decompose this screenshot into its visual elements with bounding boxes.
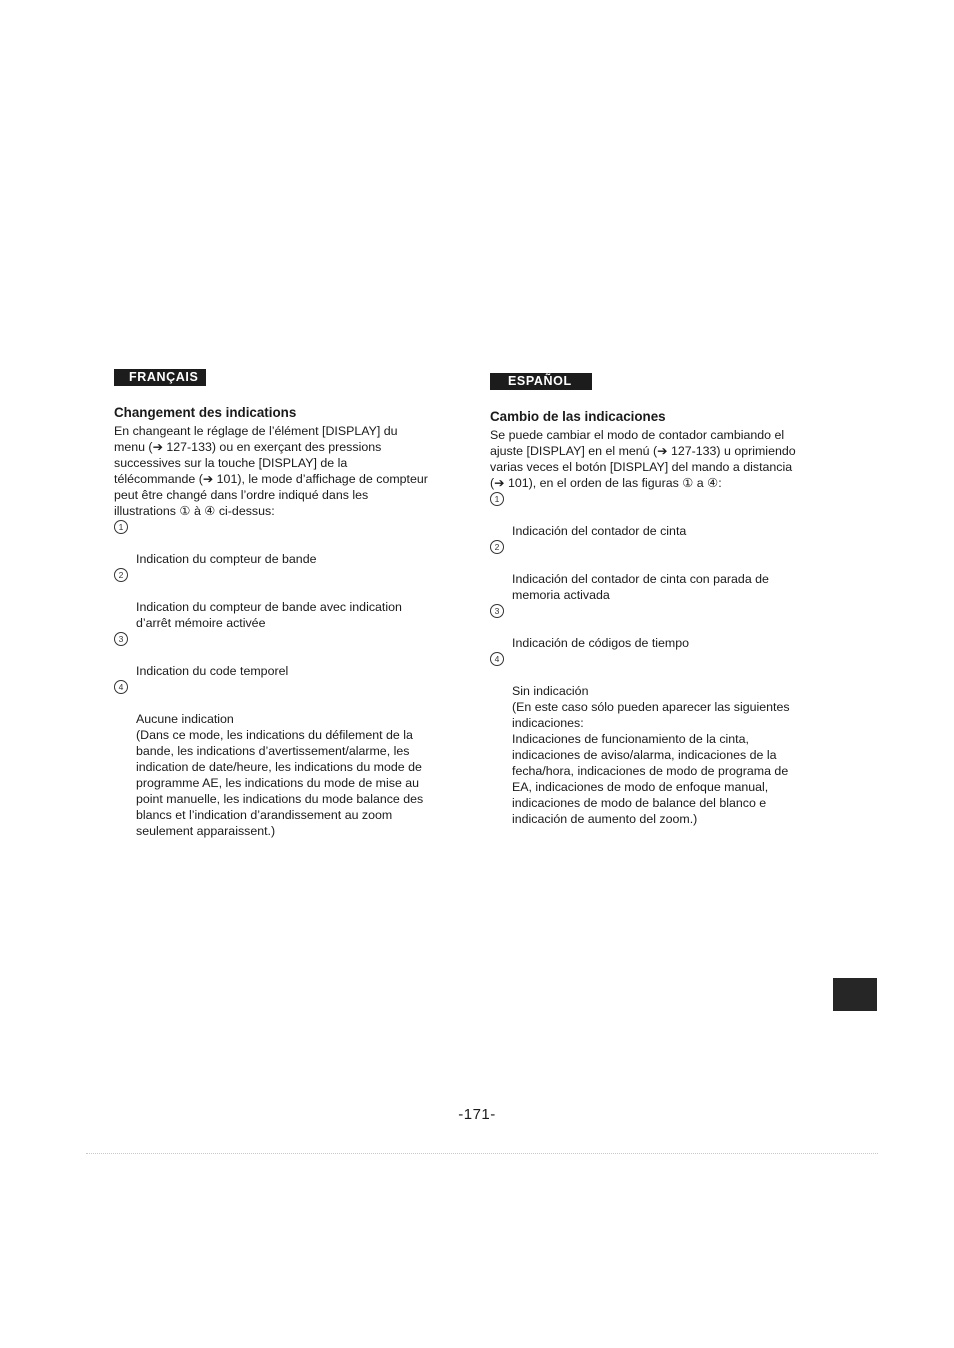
circled-number-icon: 3: [490, 604, 504, 618]
list-item-text: Indication du compteur de bande avec indication d’arrêt mémoire activée: [136, 600, 402, 630]
indication-list-spanish: [490, 491, 830, 827]
list-item-text: Indicación del contador de cinta: [512, 524, 687, 538]
list-item-text: Aucune indication (Dans ce mode, les indications du défilement de la bande, les indications d’avertissement/alarme, les indication de date/heure, les indications du mode de programme AE, les indications du mode de mise au point manuelle, les indications du mode balance des blancs et l’indication d’arandissement au zoom seulement apparaissent.): [136, 712, 424, 838]
list-item-text: Sin indicación (En este caso sólo pueden aparecer las siguientes indicaciones: Indicaciones de funcionamiento de la cinta, indicaciones de aviso/alarma, indicaciones de la fecha/hora, indicaciones de modo de programa de EA, indicaciones de modo de enfoque manual, indicaciones de modo de balance del blanco e indicación de aumento del zoom.): [512, 684, 790, 826]
circled-number-icon: 1: [114, 520, 128, 534]
circled-number-icon: 2: [114, 568, 128, 582]
page-number: -171-: [458, 1106, 496, 1123]
section-heading-spanish: Cambio de las indicaciones: [490, 409, 666, 424]
list-item: [114, 567, 454, 631]
circled-number-icon: 1: [490, 492, 504, 506]
circled-number-icon: 4: [490, 652, 504, 666]
intro-paragraph-spanish: Se puede cambiar el modo de contador cambiando el ajuste [DISPLAY] en el menú (➔ 127-133) u oprimiendo varias veces el botón [DISPLAY] del mando a distancia (➔ 101), en el orden de las figuras ① a ④:: [490, 428, 796, 490]
list-item: [114, 519, 454, 567]
circled-number-icon: 3: [114, 632, 128, 646]
footer-divider: [86, 1153, 878, 1154]
language-badge-french: FRANÇAIS: [114, 369, 206, 386]
list-item: [114, 631, 454, 679]
list-item-text: Indication du code temporel: [136, 664, 289, 678]
spanish-section: [490, 373, 830, 827]
list-item: [490, 539, 830, 603]
intro-paragraph-french: En changeant le réglage de l’élément [DISPLAY] du menu (➔ 127-133) ou en exerçant des pressions successives sur la touche [DISPLAY] de la télécommande (➔ 101), le mode d’affichage de compteur peut être changé dans l’ordre indiqué dans les illustrations ① à ④ ci-dessus:: [114, 424, 428, 518]
language-badge-spanish: ESPAÑOL: [490, 373, 592, 390]
circled-number-icon: 4: [114, 680, 128, 694]
list-item-text: Indicación de códigos de tiempo: [512, 636, 690, 650]
french-section: [114, 369, 454, 839]
list-item: [490, 651, 830, 827]
list-item: [490, 491, 830, 539]
list-item-text: Indication du compteur de bande: [136, 552, 317, 566]
list-item: [114, 679, 454, 839]
circled-number-icon: 2: [490, 540, 504, 554]
page-edge-tab: [833, 978, 877, 1011]
list-item: [490, 603, 830, 651]
indication-list-french: [114, 519, 454, 839]
section-heading-french: Changement des indications: [114, 405, 297, 420]
list-item-text: Indicación del contador de cinta con parada de memoria activada: [512, 572, 769, 602]
